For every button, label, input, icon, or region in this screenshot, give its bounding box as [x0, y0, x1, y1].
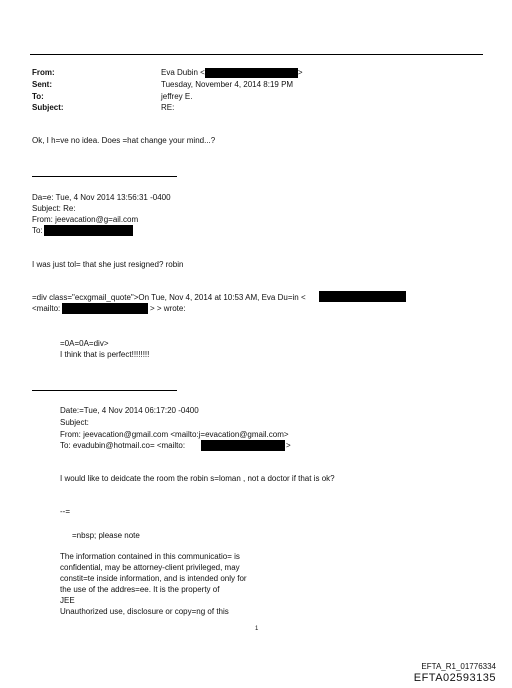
from-value-end: > [297, 68, 303, 78]
disclaimer-line: constit=te inside information, and is intended only for [60, 574, 247, 583]
separator-rule [32, 176, 177, 177]
quote-line2-start: <mailto: [32, 304, 61, 313]
message2-body: I was just tol= that she just resigned? robin [32, 260, 184, 269]
top-rule [30, 54, 483, 55]
disclaimer-line: The information contained in this communicatio= is [60, 552, 240, 561]
redaction-block [205, 68, 298, 78]
message3-from: From: jeevacation@gmail.com <mailto:j=evacation@gmail.com> [60, 430, 289, 439]
redaction-block [319, 291, 406, 302]
quote-code: =0A=0A=div> [60, 339, 109, 348]
quote-reply: I think that is perfect!!!!!!!! [60, 350, 150, 359]
separator-rule [32, 390, 177, 391]
message2-date: Da=e: Tue, 4 Nov 2014 13:56:31 -0400 [32, 193, 171, 202]
sent-value: Tuesday, November 4, 2014 8:19 PM [161, 80, 294, 89]
message1-body: Ok, I h=ve no idea. Does =hat change your mind...? [32, 136, 216, 145]
signature-separator: --= [60, 507, 70, 516]
to-value: jeffrey E. [161, 92, 193, 101]
from-label: From: [32, 68, 55, 77]
disclaimer-line: the use of the addres=ee. It is the property of [60, 585, 220, 594]
nbsp-note: =nbsp; please note [72, 531, 140, 540]
message2-to-label: To: [32, 226, 43, 235]
disclaimer-line: JEE [60, 596, 75, 605]
to-label: To: [32, 92, 44, 101]
subject-value: RE: [161, 103, 175, 112]
subject-label: Subject: [32, 103, 64, 112]
quote-line2-end: > > wrote: [150, 304, 186, 313]
message3-to-end: > [286, 441, 291, 450]
message2-subject: Subject: Re: [32, 204, 76, 213]
redaction-block [62, 303, 148, 314]
redaction-block [201, 440, 285, 451]
from-value [161, 68, 302, 78]
page-number: 1 [255, 626, 259, 632]
sent-label: Sent: [32, 80, 52, 89]
message3-date: Date:=Tue, 4 Nov 2014 06:17:20 -0400 [60, 406, 199, 415]
quote-line1 [32, 293, 306, 303]
message3-subject: Subject: [60, 418, 89, 427]
disclaimer-line: confidential, may be attorney-client privileged, may [60, 563, 240, 572]
document-id-large: EFTA02593135 [413, 672, 496, 684]
from-name: Eva Dubin < [161, 68, 205, 78]
message3-body: I would like to deidcate the room the robin s=loman , not a doctor if that is ok? [60, 474, 335, 483]
message2-from: From: jeevacation@g=ail.com [32, 215, 139, 224]
message3-to-start: To: evadubin@hotmail.co= <mailto: [60, 441, 186, 450]
disclaimer-line: Unauthorized use, disclosure or copy=ng of this [60, 607, 229, 616]
redaction-block [44, 225, 133, 236]
message2-to [32, 226, 43, 236]
document-id-small: EFTA_R1_01776334 [421, 662, 496, 671]
quote-line1-text: =div class="ecxgmail_quote">On Tue, Nov 4, 2014 at 10:53 AM, Eva Du=in < [32, 293, 306, 302]
